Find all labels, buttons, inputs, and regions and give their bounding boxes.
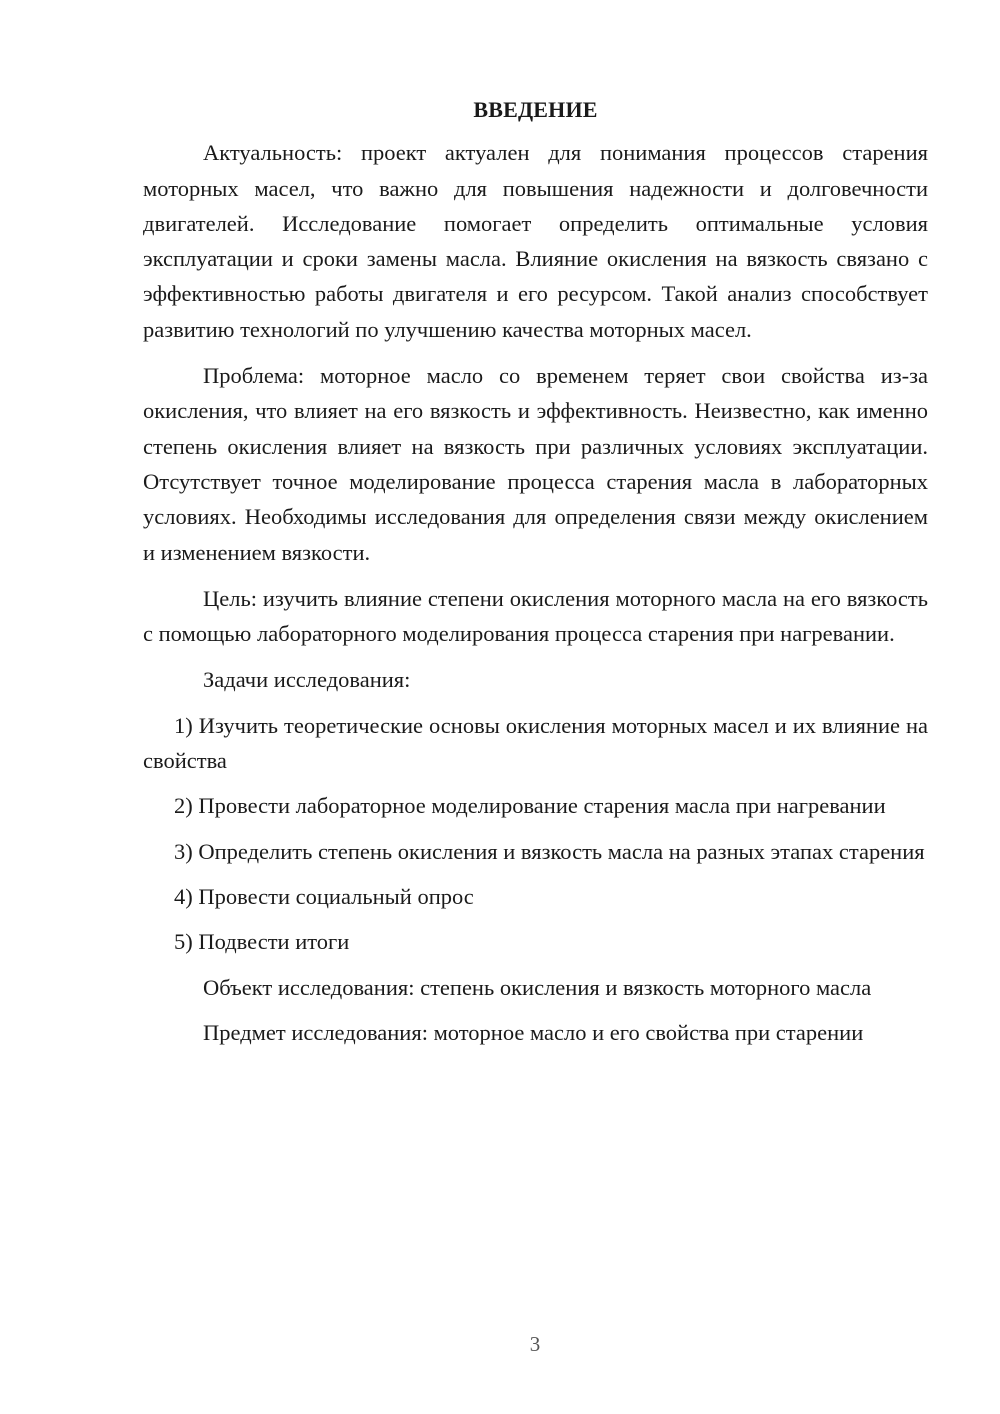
problem-paragraph: Проблема: моторное масло со временем теряет свои свойства из-за окисления, что влияет на его вязкость и эффективность. Неизвестно, как именно степень окисления влияет на вязкость при различных условиях эксплуатации. Отсутствует точное моделирование процесса старения масла в лабораторных условиях. Необходимы исследования для определения связи между окислением и изменением вязкости. bbox=[143, 363, 928, 565]
section-heading: ВВЕДЕНИЕ bbox=[473, 97, 598, 122]
relevance-paragraph: Актуальность: проект актуален для понимания процессов старения моторных масел, что важно для повышения надежности и долговечности двигателей. Исследование помогает определить оптимальные условия эксплуатации и сроки замены масла. Влияние окисления на вязкость связано с эффективностью работы двигателя и его ресурсом. Такой анализ способствует развитию технологий по улучшению качества моторных масел. bbox=[143, 140, 928, 342]
research-subject: Предмет исследования: моторное масло и его свойства при старении bbox=[203, 1019, 864, 1045]
task-item: 5) Подвести итоги bbox=[174, 929, 350, 955]
page-number: 3 bbox=[529, 1332, 541, 1356]
task-item: 4) Провести социальный опрос bbox=[174, 883, 474, 909]
task-item: 3) Определить степень окисления и вязкость масла на разных этапах старения bbox=[174, 838, 925, 864]
tasks-label: Задачи исследования: bbox=[203, 667, 411, 693]
research-object: Объект исследования: степень окисления и вязкость моторного масла bbox=[203, 974, 872, 1000]
document-page bbox=[143, 92, 928, 1060]
tasks-list bbox=[143, 708, 928, 960]
task-item: 2) Провести лабораторное моделирование старения масла при нагревании bbox=[174, 793, 886, 819]
task-item: 1) Изучить теоретические основы окисления моторных масел и их влияние на свойства bbox=[143, 712, 928, 774]
goal-paragraph: Цель: изучить влияние степени окисления моторного масла на его вязкость с помощью лабораторного моделирования процесса старения при нагревании. bbox=[143, 585, 928, 647]
